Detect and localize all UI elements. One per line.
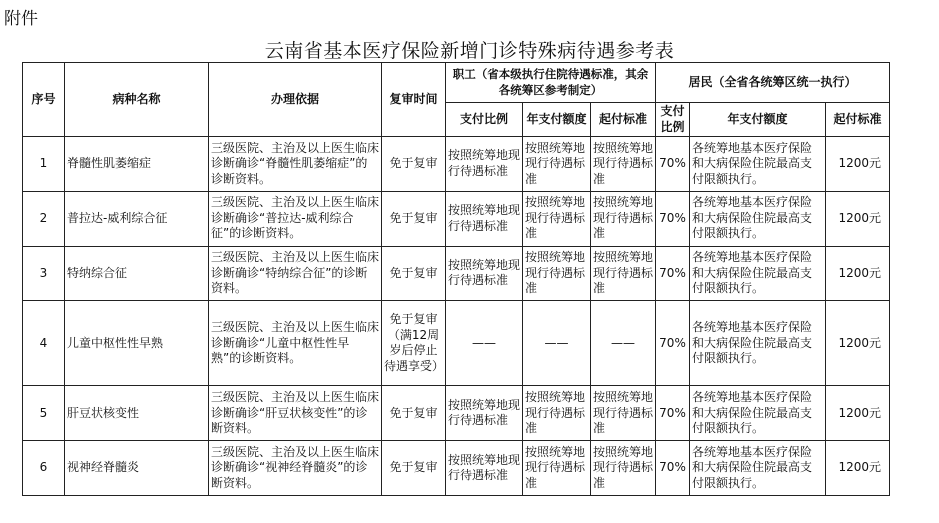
worker-ratio-cell: 按照统筹地现行待遇标准 [446,246,523,301]
resident-threshold-cell: 1200元 [826,137,890,192]
resident-threshold-cell: 1200元 [826,191,890,246]
resident-ratio-cell: 70% [656,246,690,301]
resident-ratio-cell: 70% [656,386,690,441]
table-row [23,441,890,496]
treatment-reference-table [22,62,890,496]
review-cell: 免于复审 [382,191,446,246]
table-row [23,246,890,301]
resident-threshold-cell: 1200元 [826,246,890,301]
worker-ratio-cell: 按照统筹地现行待遇标准 [446,386,523,441]
table-row [23,301,890,386]
resident-ratio-cell: 70% [656,301,690,386]
resident-threshold-cell: 1200元 [826,301,890,386]
worker-ratio-cell: 按照统筹地现行待遇标准 [446,191,523,246]
disease-cell: 特纳综合征 [65,246,209,301]
header-worker-ratio: 支付比例 [446,103,523,137]
seq-cell: 1 [23,137,65,192]
worker-threshold-cell: 按照统筹地现行待遇标准 [591,246,656,301]
attachment-label: 附件 [4,9,38,29]
worker-ratio-cell: 按照统筹地现行待遇标准 [446,137,523,192]
worker-threshold-cell: 按照统筹地现行待遇标准 [591,386,656,441]
disease-cell: 普拉达-威利综合征 [65,191,209,246]
basis-cell: 三级医院、主治及以上医生临床诊断确诊“视神经脊髓炎”的诊断资料。 [209,441,382,496]
resident-annual-cell: 各统筹地基本医疗保险和大病保险住院最高支付限额执行。 [690,191,826,246]
resident-ratio-cell: 70% [656,441,690,496]
table-body [23,137,890,496]
worker-ratio-cell: —— [446,301,523,386]
seq-cell: 3 [23,246,65,301]
seq-cell: 5 [23,386,65,441]
basis-cell: 三级医院、主治及以上医生临床诊断确诊“脊髓性肌萎缩症”的诊断资料。 [209,137,382,192]
disease-cell: 脊髓性肌萎缩症 [65,137,209,192]
header-worker-annual: 年支付额度 [523,103,591,137]
worker-annual-cell: —— [523,301,591,386]
resident-annual-cell: 各统筹地基本医疗保险和大病保险住院最高支付限额执行。 [690,137,826,192]
table-row [23,386,890,441]
disease-cell: 肝豆状核变性 [65,386,209,441]
resident-ratio-cell: 70% [656,137,690,192]
worker-threshold-cell: 按照统筹地现行待遇标准 [591,191,656,246]
review-cell: 免于复审 [382,441,446,496]
header-disease: 病种名称 [65,63,209,137]
worker-threshold-cell: 按照统筹地现行待遇标准 [591,137,656,192]
worker-threshold-cell: —— [591,301,656,386]
header-resident-ratio: 支付比例 [656,103,690,137]
resident-annual-cell: 各统筹地基本医疗保险和大病保险住院最高支付限额执行。 [690,301,826,386]
seq-cell: 2 [23,191,65,246]
header-resident-annual: 年支付额度 [690,103,826,137]
resident-annual-cell: 各统筹地基本医疗保险和大病保险住院最高支付限额执行。 [690,441,826,496]
worker-annual-cell: 按照统筹地现行待遇标准 [523,441,591,496]
worker-ratio-cell: 按照统筹地现行待遇标准 [446,441,523,496]
header-review: 复审时间 [382,63,446,137]
table-row [23,191,890,246]
review-cell: 免于复审（满12周岁后停止待遇享受） [382,301,446,386]
review-cell: 免于复审 [382,246,446,301]
header-seq: 序号 [23,63,65,137]
header-basis: 办理依据 [209,63,382,137]
worker-annual-cell: 按照统筹地现行待遇标准 [523,246,591,301]
worker-annual-cell: 按照统筹地现行待遇标准 [523,386,591,441]
basis-cell: 三级医院、主治及以上医生临床诊断确诊“普拉达-威利综合征”的诊断资料。 [209,191,382,246]
resident-threshold-cell: 1200元 [826,441,890,496]
header-resident-group: 居民（全省各统筹区统一执行） [656,63,890,103]
resident-threshold-cell: 1200元 [826,386,890,441]
seq-cell: 4 [23,301,65,386]
basis-cell: 三级医院、主治及以上医生临床诊断确诊“特纳综合征”的诊断资料。 [209,246,382,301]
header-worker-group: 职工（省本级执行住院待遇标准，其余各统筹区参考制定） [446,63,656,103]
table-row [23,137,890,192]
resident-annual-cell: 各统筹地基本医疗保险和大病保险住院最高支付限额执行。 [690,386,826,441]
disease-cell: 儿童中枢性性早熟 [65,301,209,386]
seq-cell: 6 [23,441,65,496]
basis-cell: 三级医院、主治及以上医生临床诊断确诊“肝豆状核变性”的诊断资料。 [209,386,382,441]
review-cell: 免于复审 [382,137,446,192]
resident-ratio-cell: 70% [656,191,690,246]
review-cell: 免于复审 [382,386,446,441]
worker-annual-cell: 按照统筹地现行待遇标准 [523,191,591,246]
header-worker-threshold: 起付标准 [591,103,656,137]
disease-cell: 视神经脊髓炎 [65,441,209,496]
basis-cell: 三级医院、主治及以上医生临床诊断确诊“儿童中枢性性早熟”的诊断资料。 [209,301,382,386]
worker-annual-cell: 按照统筹地现行待遇标准 [523,137,591,192]
resident-annual-cell: 各统筹地基本医疗保险和大病保险住院最高支付限额执行。 [690,246,826,301]
header-resident-threshold: 起付标准 [826,103,890,137]
page-title: 云南省基本医疗保险新增门诊特殊病待遇参考表 [264,40,675,62]
worker-threshold-cell: 按照统筹地现行待遇标准 [591,441,656,496]
